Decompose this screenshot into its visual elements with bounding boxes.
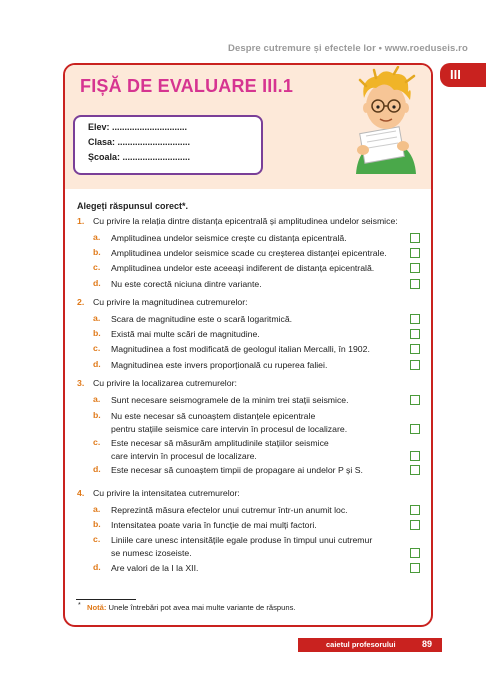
- class-field[interactable]: Clasa: .............................: [88, 137, 191, 147]
- answer-checkbox[interactable]: [410, 344, 420, 354]
- chapter-tab: III: [440, 63, 486, 87]
- answer-checkbox[interactable]: [410, 520, 420, 530]
- option-text: Magnitudinea a fost modificată de geologul italian Mercalli, în 1902.: [111, 344, 370, 354]
- answer-checkbox[interactable]: [410, 563, 420, 573]
- instructions: Alegeți răspunsul corect*.: [77, 201, 189, 211]
- option-text: Are valori de la I la XII.: [111, 563, 199, 573]
- footnote-divider: [76, 599, 136, 600]
- option-label: a.: [93, 232, 101, 242]
- option-label: a.: [93, 313, 101, 323]
- question-text: Cu privire la intensitatea cutremurelor:: [93, 488, 240, 498]
- option-text: Este necesar să cunoaștem timpii de propagare ai undelor P și S.: [111, 465, 363, 475]
- option-text: Nu este corectă niciuna dintre variante.: [111, 279, 262, 289]
- question-text: Cu privire la relația dintre distanța epicentrală și amplitudinea undelor seismice:: [93, 216, 398, 226]
- option-text: pentru stațiile seismice care intervin în procesul de localizare.: [111, 424, 348, 434]
- answer-checkbox[interactable]: [410, 451, 420, 461]
- option-text: Liniile care unesc intensitățile egale produse în timpul unui cutremur: [111, 535, 373, 545]
- option-text: Magnitudinea este invers proporțională cu ruperea faliei.: [111, 360, 328, 370]
- school-field[interactable]: Școala: ...........................: [88, 152, 191, 162]
- option-label: b.: [93, 247, 101, 257]
- footnote-star: *: [78, 602, 81, 609]
- option-label: d.: [93, 359, 101, 369]
- option-label: c.: [93, 437, 101, 447]
- option-label: b.: [93, 328, 101, 338]
- answer-checkbox[interactable]: [410, 424, 420, 434]
- footer-label: caietul profesorului: [326, 640, 396, 649]
- footnote-label: Notă:: [87, 603, 107, 612]
- answer-checkbox[interactable]: [410, 395, 420, 405]
- running-header: Despre cutremure și efectele lor • www.roeduseis.ro: [228, 43, 468, 54]
- option-text: Amplitudinea undelor seismice scade cu creșterea distanței epicentrale.: [111, 248, 387, 258]
- option-label: d.: [93, 278, 101, 288]
- option-text: Amplitudinea undelor este aceeași indiferent de distanța epicentrală.: [111, 263, 375, 273]
- option-text: Sunt necesare seismogramele de la minim trei stații seismice.: [111, 395, 349, 405]
- question-text: Cu privire la magnitudinea cutremurelor:: [93, 297, 248, 307]
- question-number: 2.: [77, 297, 85, 307]
- option-label: d.: [93, 562, 101, 572]
- option-text: se numesc izoseiste.: [111, 548, 192, 558]
- answer-checkbox[interactable]: [410, 233, 420, 243]
- option-text: Scara de magnitudine este o scară logaritmică.: [111, 314, 293, 324]
- option-text: care intervin în procesul de localizare.: [111, 451, 257, 461]
- reading-student-illustration: [346, 66, 426, 176]
- question-number: 1.: [77, 216, 85, 226]
- footnote-text: Unele întrebări pot avea mai multe variante de răspuns.: [106, 603, 296, 612]
- question-number: 4.: [77, 488, 85, 498]
- answer-checkbox[interactable]: [410, 548, 420, 558]
- question-text: Cu privire la localizarea cutremurelor:: [93, 378, 237, 388]
- option-text: Există mai multe scări de magnitudine.: [111, 329, 260, 339]
- answer-checkbox[interactable]: [410, 314, 420, 324]
- answer-checkbox[interactable]: [410, 329, 420, 339]
- answer-checkbox[interactable]: [410, 263, 420, 273]
- option-text: Intensitatea poate varia în funcție de mai mulți factori.: [111, 520, 317, 530]
- option-label: c.: [93, 262, 101, 272]
- option-label: c.: [93, 534, 101, 544]
- option-label: d.: [93, 464, 101, 474]
- option-label: a.: [93, 394, 101, 404]
- option-label: a.: [93, 504, 101, 514]
- option-label: b.: [93, 519, 101, 529]
- footnote: [87, 603, 296, 612]
- page-title: FIȘĂ DE EVALUARE III.1: [80, 76, 294, 96]
- student-name-field[interactable]: Elev: ..............................: [88, 122, 188, 132]
- option-text: Reprezintă măsura efectelor unui cutremur într-un anumit loc.: [111, 505, 348, 515]
- answer-checkbox[interactable]: [410, 248, 420, 258]
- option-text: Nu este necesar să cunoaștem distanțele epicentrale: [111, 411, 316, 421]
- option-label: b.: [93, 410, 101, 420]
- option-text: Amplitudinea undelor seismice crește cu distanța epicentrală.: [111, 233, 347, 243]
- option-label: c.: [93, 343, 101, 353]
- answer-checkbox[interactable]: [410, 465, 420, 475]
- answer-checkbox[interactable]: [410, 360, 420, 370]
- page-number: 89: [422, 639, 433, 649]
- option-text: Este necesar să măsurăm amplitudinile stațiilor seismice: [111, 438, 329, 448]
- answer-checkbox[interactable]: [410, 505, 420, 515]
- answer-checkbox[interactable]: [410, 279, 420, 289]
- question-number: 3.: [77, 378, 85, 388]
